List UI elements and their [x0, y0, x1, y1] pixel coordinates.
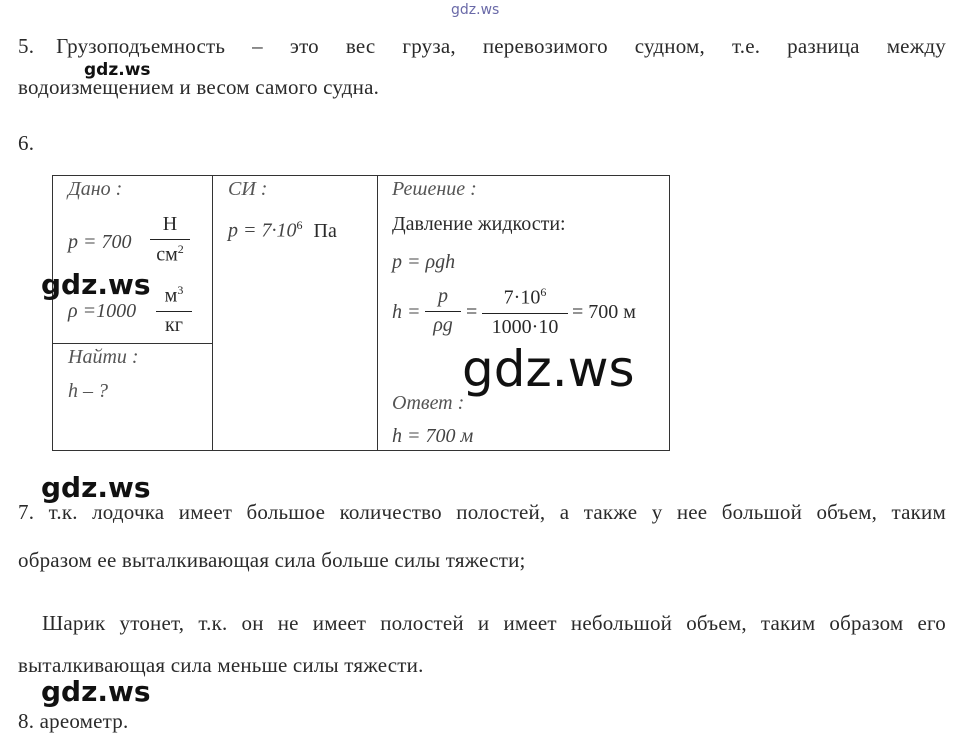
given-p: p = 700: [68, 231, 132, 253]
item6-number: 6.: [18, 131, 35, 155]
result-value: = 700 м: [572, 301, 636, 323]
p-unit-fraction: Н $см^2$: [150, 213, 190, 267]
item5-number: 5.: [18, 34, 35, 58]
formula-pressure: p = ρgh: [392, 251, 456, 273]
si-value: $p = 7\cdot 10^6$ Па: [228, 218, 337, 242]
h-lhs: h =: [392, 301, 421, 323]
watermark-big: gdz.ws: [462, 340, 635, 398]
find-title: Найти :: [68, 346, 139, 368]
watermark-4: gdz.ws: [41, 471, 151, 504]
given-rho: ρ =1000: [68, 300, 137, 322]
given-title: Дано :: [68, 178, 123, 200]
item5-line1: [18, 34, 946, 59]
answer-title: Ответ :: [392, 392, 465, 414]
item7-line4: выталкивающая сила меньше силы тяжести.: [18, 653, 424, 677]
item5-text-2: водоизмещением и весом самого судна.: [18, 75, 380, 99]
rho-unit-fraction: $м^3$ кг: [156, 283, 192, 337]
watermark-1: gdz.ws: [84, 60, 151, 80]
item7-line3: Шарик утонет, т.к. он не имеет полостей и имеет небольшой объем, таким образом его: [42, 611, 946, 635]
si-title: СИ :: [228, 178, 268, 200]
find-value: h – ?: [68, 380, 108, 402]
item7-line2: образом ее выталкивающая сила больше силы тяжести;: [18, 548, 526, 572]
item5-text-1: Грузоподъемность – это вес груза, перевозимого судном, т.е. разница между: [56, 34, 946, 58]
watermark-2: gdz.ws: [41, 268, 151, 301]
fraction-numeric: $7\cdot 10^6$ 1000·10: [482, 285, 568, 339]
item8-line1: 8. ареометр.: [18, 709, 129, 733]
fraction-p-over-rho-g: p ρg: [425, 285, 461, 337]
watermark-5: gdz.ws: [41, 675, 151, 708]
watermark-top: gdz.ws: [451, 2, 500, 18]
solution-text: Давление жидкости:: [392, 213, 566, 235]
equals-sign: =: [466, 301, 478, 323]
solution-title: Решение :: [392, 178, 477, 200]
answer-value: h = 700 м: [392, 425, 474, 447]
item7-line1: 7. т.к. лодочка имеет большое количество полостей, а также у нее большой объем, таким: [18, 500, 946, 524]
